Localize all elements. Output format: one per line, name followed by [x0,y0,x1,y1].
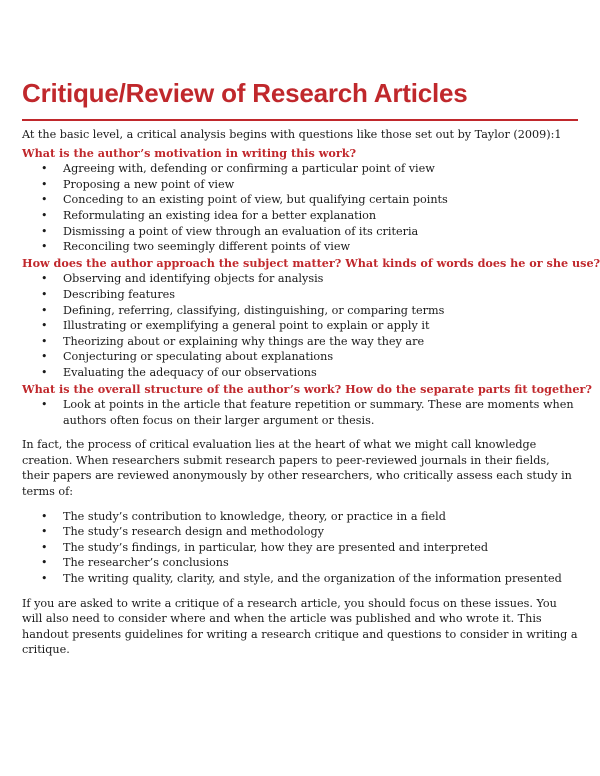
bullet-icon: • [41,162,48,176]
bullet-icon: • [41,303,48,317]
list-item: • Evaluating the adequacy of our observations [41,365,317,379]
structure-list [22,397,578,428]
document-body [22,127,600,658]
bullet-icon: • [41,398,48,412]
approach-list [22,271,578,380]
list-item: • Reconciling two seemingly different points of view [41,240,351,254]
list-item: • Conjecturing or speculating about explanations [41,350,334,364]
list-item: • The researcher’s conclusions [41,556,229,570]
bullet-icon: • [41,525,48,539]
list-item: • Agreeing with, defending or confirming a particular point of view [41,162,435,176]
bullet-icon: • [41,509,48,523]
list-item: • Describing features [41,287,176,301]
bullet-icon: • [41,350,48,364]
list-item: • The study’s findings, in particular, how they are presented and interpreted [41,540,489,554]
closing-paragraph: If you are asked to write a critique of a research article, you should focus on these issues. You will also need to consider where and when the article was published and who wrote it. This handout presents guidelines for writing a research critique and questions to consider in writing a critique. [22,596,578,657]
motivation-list [22,161,578,255]
section-question-structure: What is the overall structure of the author’s work? How do the separate parts fit together? [22,381,592,396]
section-question-motivation: What is the author’s motivation in writing this work? [22,145,357,160]
list-item: • Look at points in the article that feature repetition or summary. These are moments when authors often focus on their larger argument or thesis. [41,398,574,427]
bullet-icon: • [41,540,48,554]
list-item: • The writing quality, clarity, and style, and the organization of the information presented [41,572,562,586]
bullet-icon: • [41,365,48,379]
list-item: • Reformulating an existing idea for a better explanation [41,208,377,222]
knowledge-creation-paragraph: In fact, the process of critical evaluation lies at the heart of what we might call knowledge creation. When researchers submit research papers to peer-reviewed journals in their fields, their papers are reviewed anonymously by other researchers, who critically assess each study in terms of: [22,438,572,499]
list-item: • Observing and identifying objects for analysis [41,272,324,286]
title-underline [22,119,578,121]
list-item: • Defining, referring, classifying, distinguishing, or comparing terms [41,303,445,317]
list-item: • Dismissing a point of view through an evaluation of its criteria [41,224,419,238]
bullet-icon: • [41,556,48,570]
list-item: • Theorizing about or explaining why things are the way they are [41,334,425,348]
bullet-icon: • [41,193,48,207]
list-item: • Conceding to an existing point of view, but qualifying certain points [41,193,448,207]
bullet-icon: • [41,334,48,348]
document-title: Critique/Review of Research Articles [22,78,468,108]
list-item: • The study’s research design and methodology [41,525,324,539]
bullet-icon: • [41,224,48,238]
bullet-icon: • [41,240,48,254]
section-question-approach: How does the author approach the subject matter? What kinds of words does he or she use? [22,255,600,270]
list-item: • Proposing a new point of view [41,177,235,191]
bullet-icon: • [41,272,48,286]
bullet-icon: • [41,572,48,586]
list-item: • Illustrating or exemplifying a general point to explain or apply it [41,319,430,333]
bullet-icon: • [41,208,48,222]
criteria-list [22,509,578,587]
list-item: • The study’s contribution to knowledge, theory, or practice in a field [41,509,446,523]
bullet-icon: • [41,287,48,301]
bullet-icon: • [41,319,48,333]
bullet-icon: • [41,177,48,191]
intro-paragraph: At the basic level, a critical analysis begins with questions like those set out by Taylor (2009):1 [22,128,562,141]
